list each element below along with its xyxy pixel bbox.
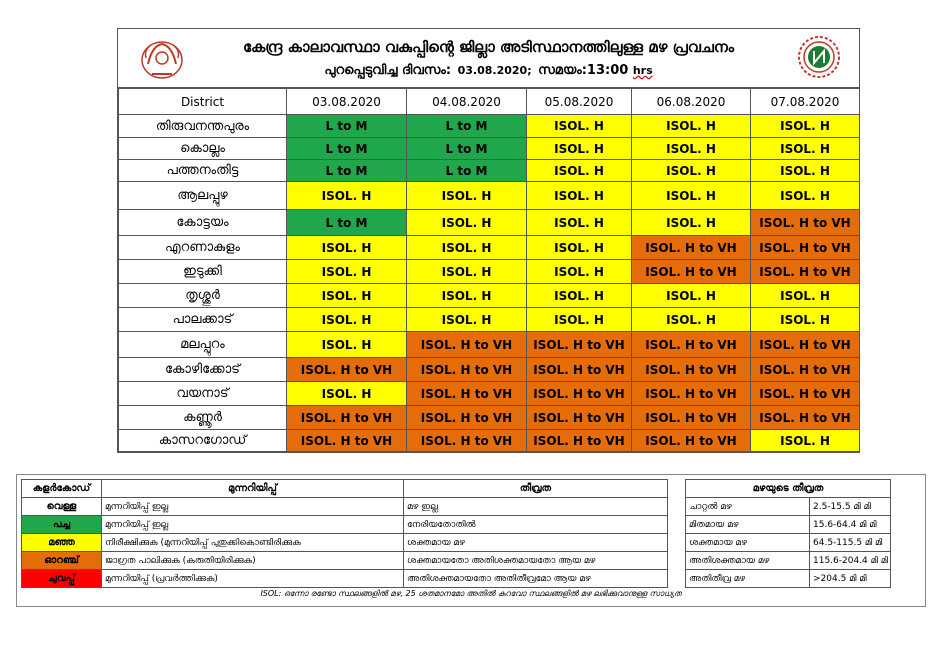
forecast-cell: ISOL. H to VH [407,332,527,358]
district-name: കണ്ണൂർ [119,406,287,430]
intensity-range: 15.6-64.4 മി മി [810,516,891,534]
color-swatch: പച്ച [22,516,102,534]
forecast-cell: ISOL. H to VH [527,332,632,358]
forecast-cell: ISOL. H [527,236,632,260]
intensity-label: ചാറ്റൽ മഴ [686,498,810,516]
legend-row [22,552,668,570]
severity-text: അതിശക്തമായതോ അതിതീവ്രമോ ആയ മഴ [404,570,668,588]
forecast-cell: ISOL. H [632,210,751,236]
forecast-cell: ISOL. H to VH [407,430,527,452]
legend-box [16,474,926,607]
forecast-cell: ISOL. H to VH [632,382,751,406]
forecast-cell: L to M [287,138,407,160]
forecast-cell: ISOL. H to VH [632,236,751,260]
forecast-grid [118,88,860,452]
district-name: കൊല്ലം [119,138,287,160]
forecast-cell: ISOL. H to VH [407,406,527,430]
intensity-range: 2.5-15.5 മി മി [810,498,891,516]
forecast-header [118,29,859,88]
table-row [119,160,860,182]
severity-text: ശക്തമായതോ അതിശക്തമായതോ ആയ മഴ [404,552,668,570]
date-column-header: 05.08.2020 [527,89,632,115]
forecast-cell: ISOL. H [527,160,632,182]
intensity-label: അതിതീവ്ര മഴ [686,570,810,588]
table-row [119,115,860,138]
forecast-cell: L to M [407,138,527,160]
forecast-cell: ISOL. H to VH [287,358,407,382]
table-row [119,358,860,382]
legend-column-header: കളർകോഡ് [22,480,102,498]
forecast-cell: ISOL. H [632,115,751,138]
forecast-cell: ISOL. H to VH [527,430,632,452]
header-row [119,89,860,115]
table-row [119,182,860,210]
forecast-cell: L to M [407,115,527,138]
forecast-cell: ISOL. H [287,332,407,358]
warning-text: ജാഗ്രത പാലിക്കുക (കരുതിയിരിക്കുക) [102,552,404,570]
district-name: തൃശ്ശൂർ [119,284,287,308]
table-row [119,210,860,236]
district-name: പാലക്കാട് [119,308,287,332]
intensity-header-row [686,480,891,498]
legend-row [22,516,668,534]
district-name: കോട്ടയം [119,210,287,236]
table-row [119,430,860,452]
forecast-cell: ISOL. H [632,308,751,332]
district-name: എറണാകുളം [119,236,287,260]
warning-text: മുന്നറിയിപ്പ് ഇല്ല [102,516,404,534]
legend-row [22,498,668,516]
table-row [119,236,860,260]
date-column-header: 07.08.2020 [751,89,860,115]
forecast-cell: ISOL. H to VH [527,358,632,382]
forecast-cell: ISOL. H [407,284,527,308]
forecast-cell: ISOL. H [407,260,527,284]
district-name: ആലപ്പുഴ [119,182,287,210]
intensity-range: >204.5 മി മി [810,570,891,588]
forecast-cell: ISOL. H [632,160,751,182]
district-name: കോഴിക്കോട് [119,358,287,382]
district-name: ഇടുക്കി [119,260,287,284]
intensity-row [686,570,891,588]
time-label: സമയം:13:00 [538,63,629,78]
table-row [119,406,860,430]
rain-intensity-table [685,479,891,588]
forecast-cell: ISOL. H [751,115,860,138]
intensity-row [686,534,891,552]
color-swatch: വെള്ള [22,498,102,516]
severity-text: ശക്തമായ മഴ [404,534,668,552]
forecast-cell: ISOL. H [287,182,407,210]
forecast-cell: ISOL. H [407,308,527,332]
intensity-label: മിതമായ മഴ [686,516,810,534]
forecast-cell: ISOL. H [751,182,860,210]
intensity-row [686,516,891,534]
intensity-label: അതിശക്തമായ മഴ [686,552,810,570]
forecast-cell: L to M [287,115,407,138]
intensity-label: ശക്തമായ മഴ [686,534,810,552]
forecast-cell: ISOL. H to VH [632,358,751,382]
table-row [119,332,860,358]
published-line [118,63,859,78]
forecast-cell: ISOL. H [407,182,527,210]
forecast-cell: ISOL. H to VH [632,260,751,284]
forecast-cell: ISOL. H to VH [527,406,632,430]
forecast-cell: ISOL. H to VH [751,358,860,382]
forecast-table-container [117,28,860,453]
forecast-cell: ISOL. H [527,308,632,332]
intensity-row [686,498,891,516]
page-title: കേന്ദ്ര കാലാവസ്ഥാ വകുപ്പിന്റെ ജില്ലാ അടിസ്ഥാനത്തിലുള്ള മഴ പ്രവചനം [242,38,735,56]
forecast-cell: ISOL. H [751,138,860,160]
table-row [119,382,860,406]
forecast-cell: ISOL. H to VH [407,358,527,382]
date-column-header: 06.08.2020 [632,89,751,115]
forecast-cell: ISOL. H to VH [751,406,860,430]
forecast-cell: ISOL. H [527,182,632,210]
forecast-cell: ISOL. H [527,115,632,138]
forecast-cell: ISOL. H to VH [287,430,407,452]
intensity-header: മഴയുടെ തീവ്രത [686,480,891,498]
forecast-cell: ISOL. H to VH [632,406,751,430]
forecast-cell: ISOL. H [527,138,632,160]
table-row [119,308,860,332]
forecast-cell: ISOL. H to VH [751,332,860,358]
color-swatch: ചുവപ്പ് [22,570,102,588]
forecast-cell: ISOL. H [527,284,632,308]
warning-text: മുന്നറിയിപ്പ് ഇല്ല [102,498,404,516]
forecast-cell: ISOL. H [287,284,407,308]
legend-row [22,534,668,552]
color-code-table [21,479,668,588]
district-column-header: District [119,89,287,115]
forecast-cell: ISOL. H [287,382,407,406]
forecast-cell: ISOL. H [287,260,407,284]
forecast-cell: ISOL. H to VH [287,406,407,430]
legend-column-header: തീവ്രത [404,480,668,498]
time-unit: hrs [632,64,653,77]
ksdma-logo-icon [797,35,841,79]
forecast-cell: ISOL. H to VH [751,236,860,260]
table-row [119,260,860,284]
forecast-cell: ISOL. H [632,182,751,210]
forecast-cell: ISOL. H [287,308,407,332]
intensity-range: 64.5-115.5 മി മി [810,534,891,552]
forecast-cell: ISOL. H [751,430,860,452]
warning-text: മുന്നറിയിപ്പ് (പ്രവർത്തിക്കുക) [102,570,404,588]
district-name: തിരുവനന്തപുരം [119,115,287,138]
district-name: കാസറഗോഡ് [119,430,287,452]
forecast-cell: ISOL. H to VH [751,260,860,284]
district-name: പത്തനംതിട്ട [119,160,287,182]
published-label: പുറപ്പെടുവിച്ച ദിവസം: [324,63,452,78]
forecast-cell: ISOL. H to VH [751,382,860,406]
table-row [119,138,860,160]
forecast-cell: ISOL. H [632,138,751,160]
severity-text: മഴ ഇല്ല [404,498,668,516]
forecast-cell: ISOL. H [287,236,407,260]
intensity-range: 115.6-204.4 മി മി [810,552,891,570]
forecast-cell: ISOL. H [751,160,860,182]
date-column-header: 04.08.2020 [407,89,527,115]
forecast-cell: L to M [287,210,407,236]
color-swatch: ഓറഞ്ച് [22,552,102,570]
district-name: മലപ്പുറം [119,332,287,358]
forecast-cell: ISOL. H to VH [632,430,751,452]
forecast-cell: ISOL. H [527,260,632,284]
color-swatch: മഞ്ഞ [22,534,102,552]
forecast-cell: ISOL. H [751,308,860,332]
isol-footnote: ISOL: ഒന്നോ രണ്ടോ സ്ഥലങ്ങളിൽ മഴ, 25 ശതമാനമോ അതിൽ കുറവോ സ്ഥലങ്ങളിൽ മഴ ലഭിക്കുവാനുള്ള സാധ്യത [260,589,682,598]
legend-header-row [22,480,668,498]
forecast-cell: ISOL. H [407,236,527,260]
forecast-cell: ISOL. H to VH [407,382,527,406]
intensity-row [686,552,891,570]
published-date: 03.08.2020; [457,64,532,77]
forecast-cell: ISOL. H to VH [632,332,751,358]
forecast-cell: ISOL. H [751,284,860,308]
warning-text: നിരീക്ഷിക്കുക (മുന്നറിയിപ്പ് പുതുക്കികൊണ്ടിരിക്കുക [102,534,404,552]
date-column-header: 03.08.2020 [287,89,407,115]
forecast-cell: L to M [287,160,407,182]
district-name: വയനാട് [119,382,287,406]
forecast-cell: L to M [407,160,527,182]
forecast-cell: ISOL. H to VH [527,382,632,406]
table-row [119,284,860,308]
forecast-cell: ISOL. H to VH [751,210,860,236]
forecast-cell: ISOL. H [407,210,527,236]
forecast-cell: ISOL. H [527,210,632,236]
legend-column-header: മുന്നറിയിപ്പ് [102,480,404,498]
forecast-cell: ISOL. H [632,284,751,308]
severity-text: നേരിയതോതിൽ [404,516,668,534]
legend-row [22,570,668,588]
